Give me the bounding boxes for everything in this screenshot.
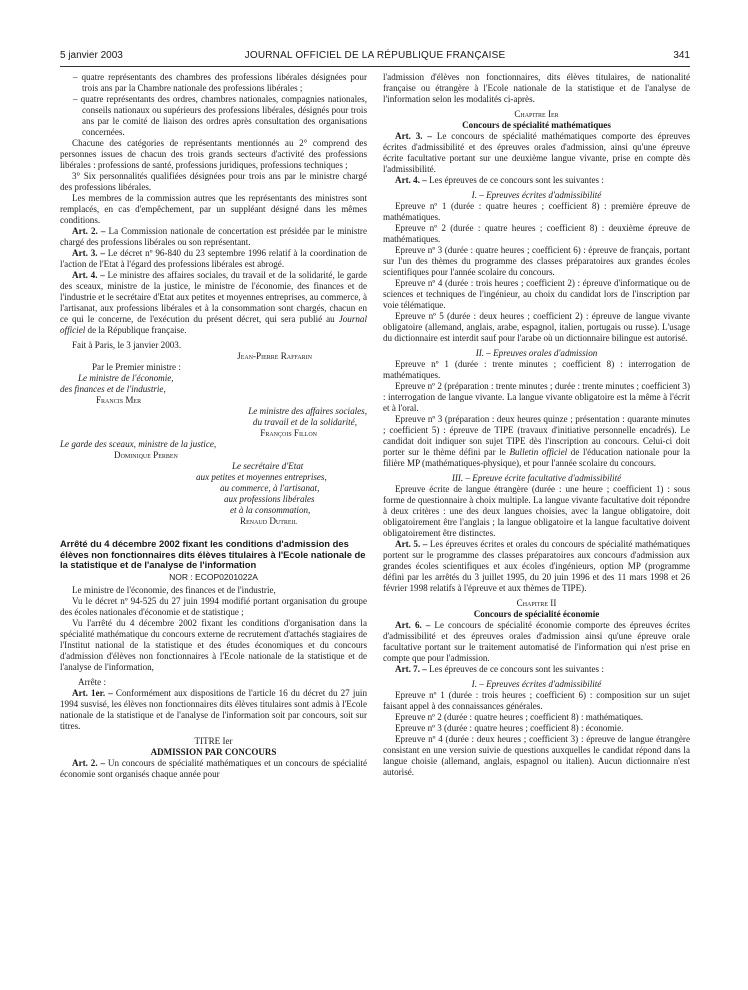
- fait-a-paris: Fait à Paris, le 3 janvier 2003.: [72, 340, 182, 350]
- paragraph: Vu l'arrêté du 4 décembre 2002 fixant les conditions d'organisation dans la spécialité mathématique du concours externe de recrutement d'attachés stagiaires de l'Institut national de la statistique et des études économiques et du concours d'admission d'élèves non fonctionnaires à l'Ecole nationale de la statistique et de l'analyse de l'information,: [60, 617, 367, 672]
- signature-title: Le secrétaire d'Etat: [232, 461, 304, 471]
- article-text: Les épreuves de ce concours sont les suivantes :: [426, 664, 604, 674]
- paragraph: Epreuve nº 3 (durée : quatre heures ; coefficient 8) : économie.: [395, 723, 624, 733]
- paragraph: Epreuve nº 1 (durée : trente minutes ; coefficient 8) : interrogation de mathématiques.: [383, 359, 690, 380]
- article-label: Art. 4. –: [72, 270, 105, 280]
- header-date: 5 janvier 2003: [60, 50, 123, 61]
- signature-name: François Fillon: [260, 428, 317, 438]
- article-text: Le décret nº 96-840 du 23 septembre 1996 relatif à la coordination de l'action de l'Etat à l'égard des professions libérales est abrogé.: [60, 248, 367, 269]
- article-text: Le concours de spécialité mathématiques comporte des épreuves écrites d'admissibilité et des épreuves orales d'admission, ainsi qu'une épreuve écrite facultative portant sur une deuxième langue vivante, prise en compte dès l'admissibilité.: [383, 131, 690, 174]
- nor-reference: NOR : ECOP0201022A: [169, 571, 258, 582]
- section-heading: II. – Epreuves orales d'admission: [475, 348, 598, 358]
- signature-title: Le ministre de l'économie,: [78, 373, 174, 383]
- article-4: [60, 270, 367, 336]
- signature-name: Dominique Perben: [114, 450, 178, 460]
- article-6: [383, 620, 690, 664]
- paragraph: Epreuve nº 2 (préparation : trente minutes ; durée : trente minutes ; coefficient 3) : interrogation de langue vivante. La langue vivante obligatoire est la même à l'écrit et à l'oral.: [383, 381, 690, 413]
- chapter-title: Concours de spécialité mathématiques: [462, 120, 611, 130]
- page-number: 341: [673, 50, 690, 61]
- article-label: Art. 1er. –: [72, 687, 113, 698]
- article-5: [383, 539, 690, 594]
- signature-title: aux petites et moyennes entreprises,: [196, 472, 327, 482]
- right-column: [383, 72, 690, 778]
- article-text: La Commission nationale de concertation est présidée par le ministre chargé des professions libérales ou son représentant.: [60, 226, 367, 247]
- list-item: – quatre représentants des ordres, chambres nationales, compagnies nationales, conseils nationaux ou supérieurs des professions libérales, désignés pour trois ans par le comité de liaison des ordres après consultation des organisations concernées.: [73, 94, 367, 137]
- list-item: – quatre représentants des chambres des professions libérales désignées pour trois ans par la Chambre nationale des professions libérales ;: [73, 72, 367, 93]
- article-label: Art. 2. –: [72, 226, 106, 236]
- article-2b: [60, 758, 367, 780]
- article-4: [383, 175, 690, 186]
- signature-name: Francis Mer: [96, 395, 142, 405]
- article-label: Art. 5. –: [395, 539, 428, 549]
- arrete-title: Arrêté du 4 décembre 2002 fixant les conditions d'admission des élèves non fonctionnaires dits élèves titulaires à l'Ecole nationale de la statistique et de l'analyse de l'information: [60, 538, 366, 570]
- section-heading: I. – Epreuves écrites d'admissibilité: [471, 190, 602, 200]
- article-3: [60, 248, 367, 270]
- signature-title: Le garde des sceaux, ministre de la justice,: [60, 439, 217, 449]
- article-7: [383, 664, 690, 675]
- article-text: Conformément aux dispositions de l'article 16 du décret du 27 juin 1994 susvisé, les élèves non fonctionnaires dits élèves titulaires sont admis à l'Ecole nationale de la statistique et de l'analyse de l'information soit par concours, soit sur titres.: [60, 687, 367, 731]
- article-label: Art. 2. –: [72, 757, 106, 768]
- article-label: Art. 6. –: [395, 620, 431, 630]
- article-text: Le concours de spécialité économie comporte des épreuves écrites d'admissibilité et des épreuves orales d'admission ainsi qu'une épreuve orale facultative portant sur le traitement automatisé de l'information qui n'est prise en compte que pour l'admission.: [383, 620, 690, 663]
- signature-title: Le ministre des affaires sociales,: [248, 406, 367, 416]
- paragraph: Epreuve nº 5 (durée : deux heures ; coefficient 2) : épreuve de langue vivante obligatoire (allemand, anglais, arabe, espagnol, italien, portugais ou russe). L'usage du dictionnaire est interdit sauf pour l'arabe où un dictionnaire bilingue est autorisé.: [383, 311, 690, 343]
- titre-subheading: ADMISSION PAR CONCOURS: [150, 746, 277, 757]
- paragraph: 3° Six personnalités qualifiées désignées pour trois ans par le ministre chargé des professions libérales.: [60, 171, 367, 192]
- paragraph: Chacune des catégories de représentants mentionnés au 2° comprend des personnes issues de chacun des trois grands secteurs d'activité des professions libérales : professions de santé, professions juridiques, professions techniques ;: [60, 138, 367, 170]
- article-label: Art. 7. –: [395, 664, 427, 674]
- article-label: Art. 3. –: [395, 131, 432, 141]
- titre-heading: TITRE Ier: [194, 735, 233, 746]
- article-text: Un concours de spécialité mathématiques et un concours de spécialité économie sont organisés chaque année pour: [60, 757, 367, 779]
- article-text: de la République française.: [85, 325, 187, 335]
- arrete-label: Arrête :: [78, 676, 107, 687]
- paragraph: Vu le décret nº 94-525 du 27 juin 1994 modifié portant organisation du groupe des écoles nationales d'économie et de statistique ;: [60, 595, 367, 617]
- paragraph: [383, 414, 690, 469]
- paragraph: Epreuve nº 4 (durée : deux heures ; coefficient 3) : épreuve de langue étrangère consistant en une version suivie de questions auxquelles le candidat répond dans la langue choisie (allemand, anglais, espagnol ou italien). Aucun dictionnaire n'est autorisé.: [383, 734, 690, 777]
- paragraph-text: de l'éducation nationale pour la filière MP (mathématiques-physique), et pour l'année scolaire du concours.: [383, 447, 690, 468]
- paragraph: Les membres de la commission autres que les représentants des ministres sont remplacés, en cas d'empêchement, par un suppléant désigné dans les mêmes conditions.: [60, 193, 367, 225]
- paragraph: Epreuve nº 1 (durée : quatre heures ; coefficient 8) : première épreuve de mathématiques.: [383, 201, 690, 222]
- chapter-heading: Chapitre II: [516, 598, 557, 608]
- journal-ref: Journal officiel: [60, 314, 367, 335]
- paragraph: Epreuve nº 4 (durée : trois heures ; coefficient 2) : épreuve d'informatique ou de sciences et techniques de l'ingénieur, au choix du candidat lors de l'inscription par voie télématique.: [383, 278, 690, 310]
- signature-name: Renaud Dutreil: [240, 516, 298, 526]
- paragraph: Epreuve nº 1 (durée : trois heures ; coefficient 6) : composition sur un sujet faisant appel à des connaissances générales.: [383, 690, 690, 711]
- chapter-heading: Chapitre Ier: [514, 109, 559, 119]
- paragraph: Le ministre de l'économie, des finances et de l'industrie,: [72, 584, 276, 595]
- article-text: Le ministre des affaires sociales, du travail et de la solidarité, le garde des sceaux, ministre de la justice, le ministre de l'économie, des finances et de l'industrie et le secrétaire d'Etat aux petites et moyennes entreprises, au commerce, à l'artisanat, aux professions libérales et à la consommation sont chargés, chacun en ce qui le concerne, de l'exécution du présent décret, qui sera publié au: [60, 270, 367, 324]
- article-3: [383, 131, 690, 175]
- chapter-title: Concours de spécialité économie: [473, 609, 600, 619]
- article-1: [60, 688, 367, 732]
- paragraph: Epreuve nº 2 (durée : quatre heures ; coefficient 8) : mathématiques.: [395, 712, 644, 722]
- section-heading: III. – Epreuve écrite facultative d'admissibilité: [451, 473, 622, 483]
- signature-title: du travail et de la solidarité,: [252, 417, 357, 427]
- journal-title: JOURNAL OFFICIEL DE LA RÉPUBLIQUE FRANÇAISE: [244, 50, 506, 61]
- article-2: [60, 226, 367, 248]
- left-column: [60, 72, 367, 780]
- section-heading: I. – Epreuves écrites d'admissibilité: [471, 679, 602, 689]
- paragraph: Epreuve nº 3 (durée : quatre heures ; coefficient 6) : épreuve de français, portant sur l'un des thèmes du programme des classes préparatoires aux grandes écoles scientifiques pour l'année scolaire du concours.: [383, 245, 690, 277]
- article-label: Art. 3. –: [72, 248, 105, 258]
- paragraph: l'admission d'élèves non fonctionnaires, dits élèves titulaires, de nationalité française ou étrangère à l'Ecole nationale de la statistique et de l'analyse de l'information selon les modalités ci-après.: [383, 72, 690, 104]
- article-text: Les épreuves écrites et orales du concours de spécialité mathématiques portent sur le programme des classes préparatoires aux concours d'admission aux grandes écoles scientifiques et aux écoles d'ingénieurs, option MP (programme défini par les arrêtés du 3 juillet 1995, du 20 juin 1996 et des 11 mars 1998 et 26 février 1998 relatifs à l'épreuve et aux thèmes de TIPE).: [383, 539, 690, 593]
- paragraph: Epreuve écrite de langue étrangère (durée : une heure ; coefficient 1) : sous forme de questionnaire à choix multiple. La langue vivante facultative doit répondre à deux critères : une des deux langues choisies, avec la langue obligatoire, doit obligatoirement être l'anglais ; la langue obligatoire et la langue facultative doivent obligatoirement être distinctes.: [383, 484, 690, 538]
- signature-label: Par le Premier ministre :: [92, 362, 181, 372]
- paragraph: Epreuve nº 2 (durée : quatre heures ; coefficient 8) : deuxième épreuve de mathématiques.: [383, 223, 690, 244]
- paragraph-text: Epreuve nº 3 (préparation : deux heures quinze ; présentation : quarante minutes ; coefficient 5) : épreuve de TIPE (travaux d'initiative personnelle encadrés). Le candidat doit indiquer son sujet TIPE dès l'inscription au concours. Celui-ci doit porter sur le thème défini par le: [383, 414, 690, 457]
- signature-title: des finances et de l'industrie,: [60, 384, 166, 394]
- header-rule: [60, 66, 690, 67]
- article-label: Art. 4. –: [395, 175, 427, 185]
- page-header: [60, 50, 690, 64]
- signature-title: au commerce, à l'artisanat,: [220, 483, 320, 493]
- bulletin-ref: Bulletin officiel: [509, 447, 568, 457]
- article-text: Les épreuves de ce concours sont les suivantes :: [426, 175, 604, 185]
- signature-pm: Jean-Pierre Raffarin: [237, 351, 312, 361]
- signature-title: et à la consommation,: [230, 505, 311, 515]
- signature-title: aux professions libérales: [224, 494, 315, 504]
